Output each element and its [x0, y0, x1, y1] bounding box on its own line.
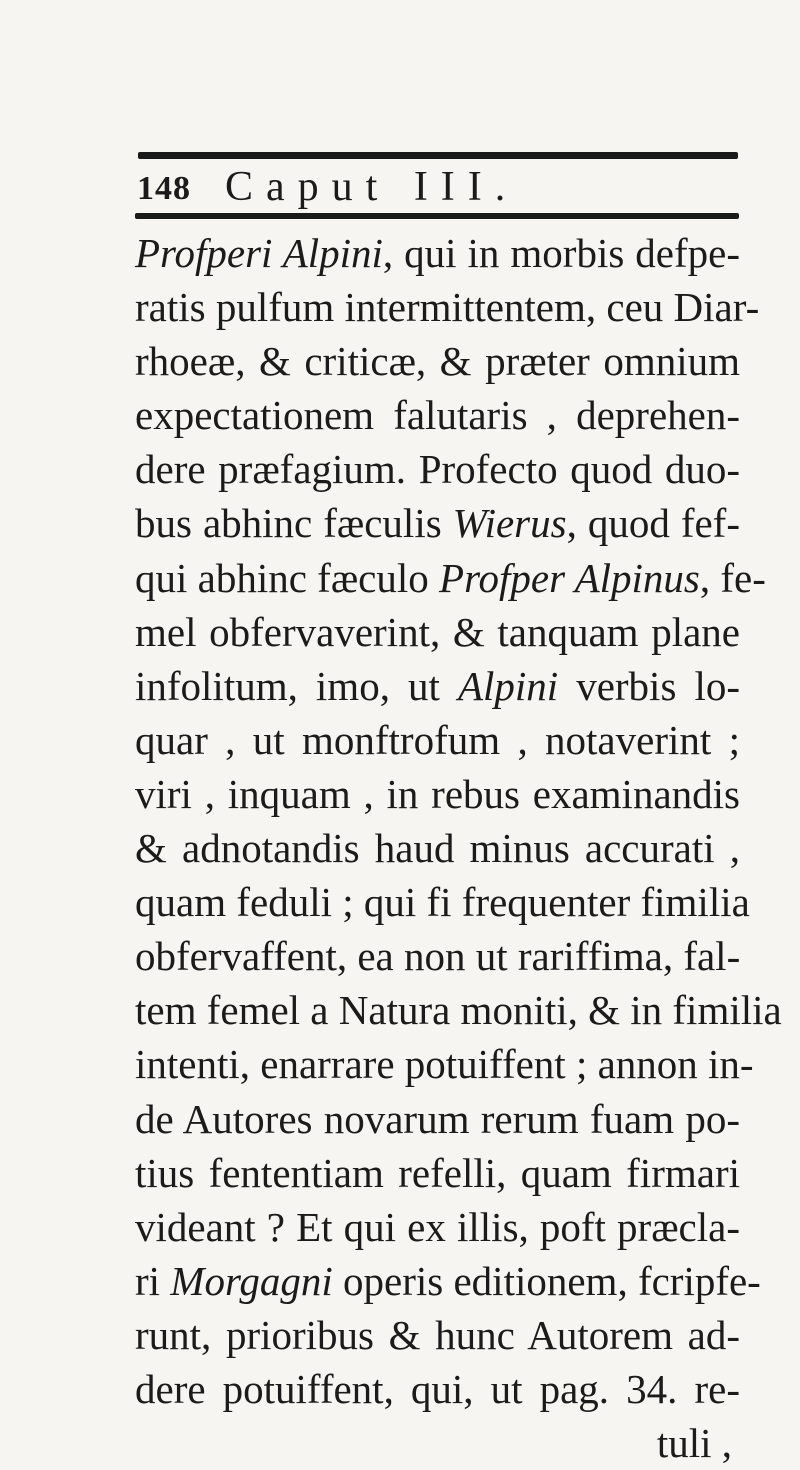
italic-name: Wierus [452, 500, 567, 547]
text-segment: expectationem falutaris , deprehen- [135, 392, 740, 439]
text-line [135, 1146, 740, 1200]
text-line [135, 551, 766, 605]
text-line [135, 388, 740, 442]
text-line [135, 767, 740, 821]
text-segment: videant ? Et qui ex illis, poft præcla- [135, 1203, 740, 1250]
text-line [135, 821, 740, 875]
text-segment: quar , ut monftrofum , notaverint ; [135, 716, 740, 763]
text-line [135, 1416, 740, 1470]
text-segment: dere præfagium. Profecto quod duo- [135, 446, 740, 493]
text-line [135, 605, 740, 659]
text-line [135, 226, 740, 280]
text-segment: ratis pulfum intermittentem, ceu Diar- [135, 284, 760, 331]
text-segment: ri [135, 1257, 171, 1304]
header-top-rule [138, 152, 738, 159]
text-line [135, 875, 750, 929]
text-segment: , quod fef- [566, 500, 740, 547]
text-line [135, 280, 760, 334]
text-line [135, 1254, 761, 1308]
text-segment: , qui in morbis defpe- [382, 230, 740, 276]
text-segment: infolitum, imo, ut [135, 662, 458, 709]
text-segment: , fe- [699, 554, 766, 601]
text-segment: tius fententiam refelli, quam firmari [135, 1149, 740, 1196]
text-segment: & adnotandis haud minus accurati , [135, 825, 740, 872]
text-segment: operis editionem, fcripfe- [332, 1257, 761, 1304]
text-line [135, 659, 740, 713]
italic-name: Profperi Alpini [135, 230, 383, 276]
text-segment: bus abhinc fæculis [135, 500, 453, 547]
text-line [135, 334, 740, 388]
body-text [135, 226, 782, 1470]
text-segment: tuli , [656, 1420, 732, 1467]
text-segment: verbis lo- [558, 662, 740, 709]
text-segment: qui abhinc fæculo [135, 554, 440, 601]
text-line [135, 1308, 740, 1362]
text-segment: de Autores novarum rerum fuam po- [135, 1095, 740, 1142]
text-line [135, 713, 740, 767]
text-line [135, 1037, 754, 1091]
italic-name: Morgagni [170, 1257, 333, 1304]
header-bottom-rule [135, 213, 739, 219]
page-number: 148 [137, 170, 191, 207]
text-segment: viri , inquam , in rebus examinandis [135, 770, 740, 817]
text-segment: tem femel a Natura moniti, & in fimilia [135, 987, 782, 1034]
text-segment: mel obfervaverint, & tanquam plane [135, 608, 740, 655]
text-line [135, 1200, 740, 1254]
text-segment: quam feduli ; qui fi frequenter fimilia [135, 879, 750, 926]
running-head: Caput III. [225, 164, 519, 210]
text-line [135, 983, 782, 1037]
italic-name: Alpini [457, 662, 559, 709]
text-segment: intenti, enarrare potuiffent ; annon in- [135, 1041, 754, 1088]
text-line [135, 442, 740, 496]
page-header [137, 160, 737, 212]
text-line [135, 929, 740, 983]
text-line [135, 496, 740, 550]
text-segment: runt, prioribus & hunc Autorem ad- [135, 1311, 740, 1358]
text-segment: rhoeæ, & criticæ, & præter omnium [135, 338, 740, 385]
italic-name: Profper Alpinus [439, 554, 700, 601]
text-line [135, 1092, 740, 1146]
text-segment: obfervaffent, ea non ut rariffima, fal- [135, 933, 741, 980]
text-segment: dere potuiffent, qui, ut pag. 34. re- [135, 1365, 740, 1412]
text-line [135, 1362, 740, 1416]
